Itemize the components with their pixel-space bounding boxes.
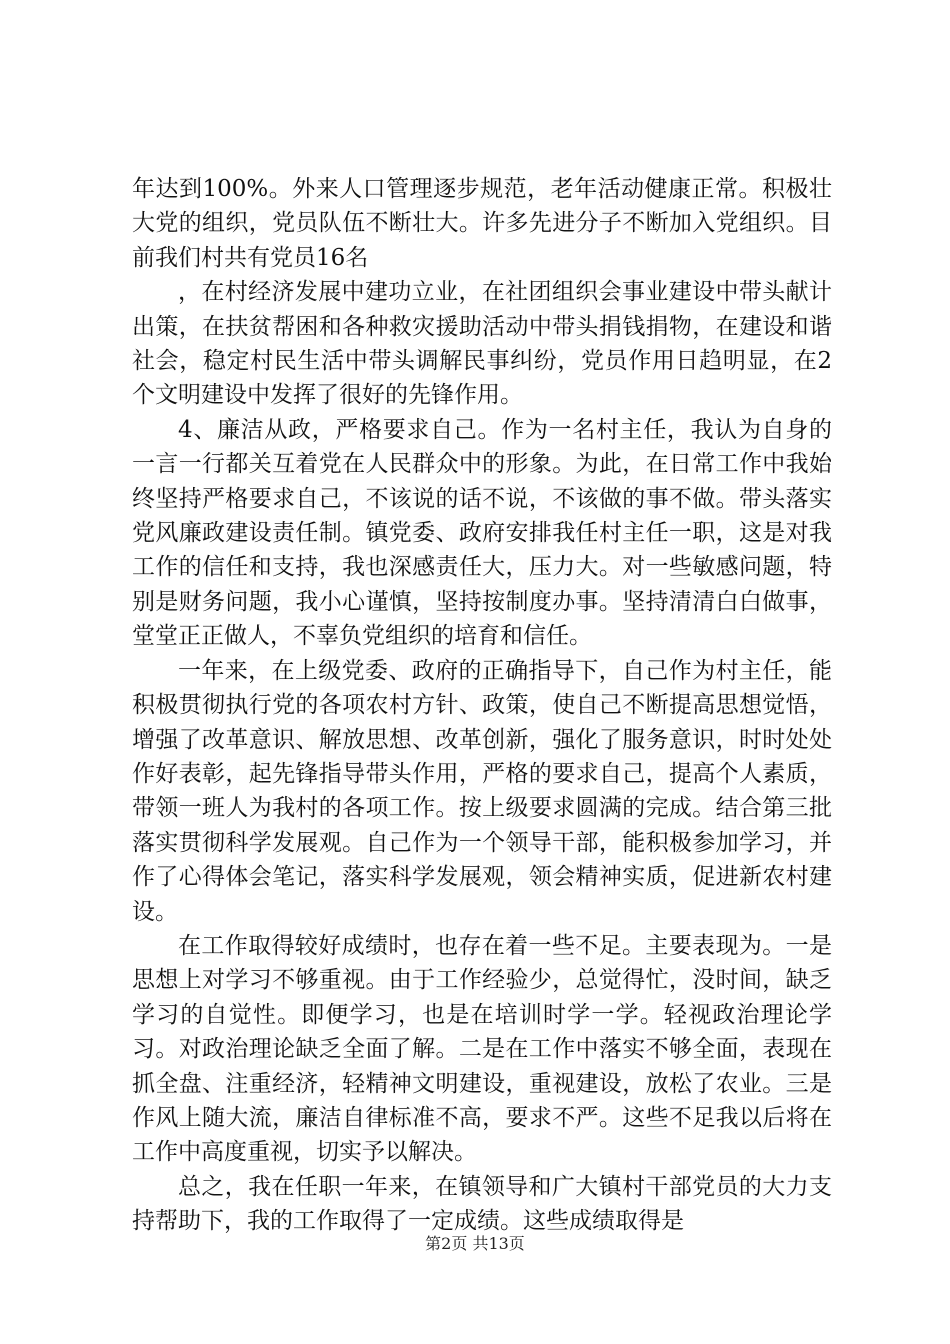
paragraph-shortcomings: 在工作取得较好成绩时，也存在着一些不足。主要表现为。一是思想上对学习不够重视。由于工作经验少，总觉得忙，没时间，缺乏学习的自觉性。即便学习，也是在培训时学一学。轻视政治理论学习。对政治理论缺乏全面了解。二是在工作中落实不够全面，表现在抓全盘、注重经济，轻精神文明建设，重视建设，放松了农业。三是作风上随大流，廉洁自律标准不高，要求不严。这些不足我以后将在工作中高度重视，切实予以解决。 (132, 932, 832, 1166)
paragraph-integrity: 4、廉洁从政，严格要求自己。作为一名村主任，我认为自身的一言一行都关互着党在人民群众中的形象。为此，在日常工作中我始终坚持严格要求自己，不该说的话不说，不该做的事不做。带头落实党风廉政建设责任制。镇党委、政府安排我任村主任一职，这是对我工作的信任和支持，我也深感责任大，压力大。对一些敏感问题，特别是财务问题，我小心谨慎，坚持按制度办事。坚持清清白白做事，堂堂正正做人，不辜负党组织的培育和信任。 (132, 416, 832, 650)
paragraph-summary: 总之，我在任职一年来，在镇领导和广大镇村干部党员的大力支持帮助下，我的工作取得了一定成绩。这些成绩取得是 (132, 1173, 832, 1235)
paragraph-continuation: 年达到100%。外来人口管理逐步规范，老年活动健康正常。积极壮大党的组织，党员队伍不断壮大。许多先进分子不断加入党组织。目前我们村共有党员16名 (132, 176, 832, 271)
paragraph-year-review: 一年来，在上级党委、政府的正确指导下，自己作为村主任，能积极贯彻执行党的各项农村方针、政策，使自己不断提高思想觉悟，增强了改革意识、解放思想、改革创新，强化了服务意识，时时处处作好表彰，起先锋指导带头作用，严格的要求自己，提高个人素质，带领一班人为我村的各项工作。按上级要求圆满的完成。结合第三批落实贯彻科学发展观。自己作为一个领导干部，能积极参加学习，并作了心得体会笔记，落实科学发展观，领会精神实质，促进新农村建设。 (132, 657, 832, 925)
page-footer: 第2页 共13页 (425, 1234, 525, 1253)
paragraph-party-members: ，在村经济发展中建功立业，在社团组织会事业建设中带头献计出策，在扶贫帮困和各种救灾援助活动中带头捐钱捐物，在建设和谐社会，稳定村民生活中带头调解民事纠纷，党员作用日趋明显，在2个文明建设中发挥了很好的先锋作用。 (132, 279, 832, 409)
document-body (132, 172, 832, 1239)
